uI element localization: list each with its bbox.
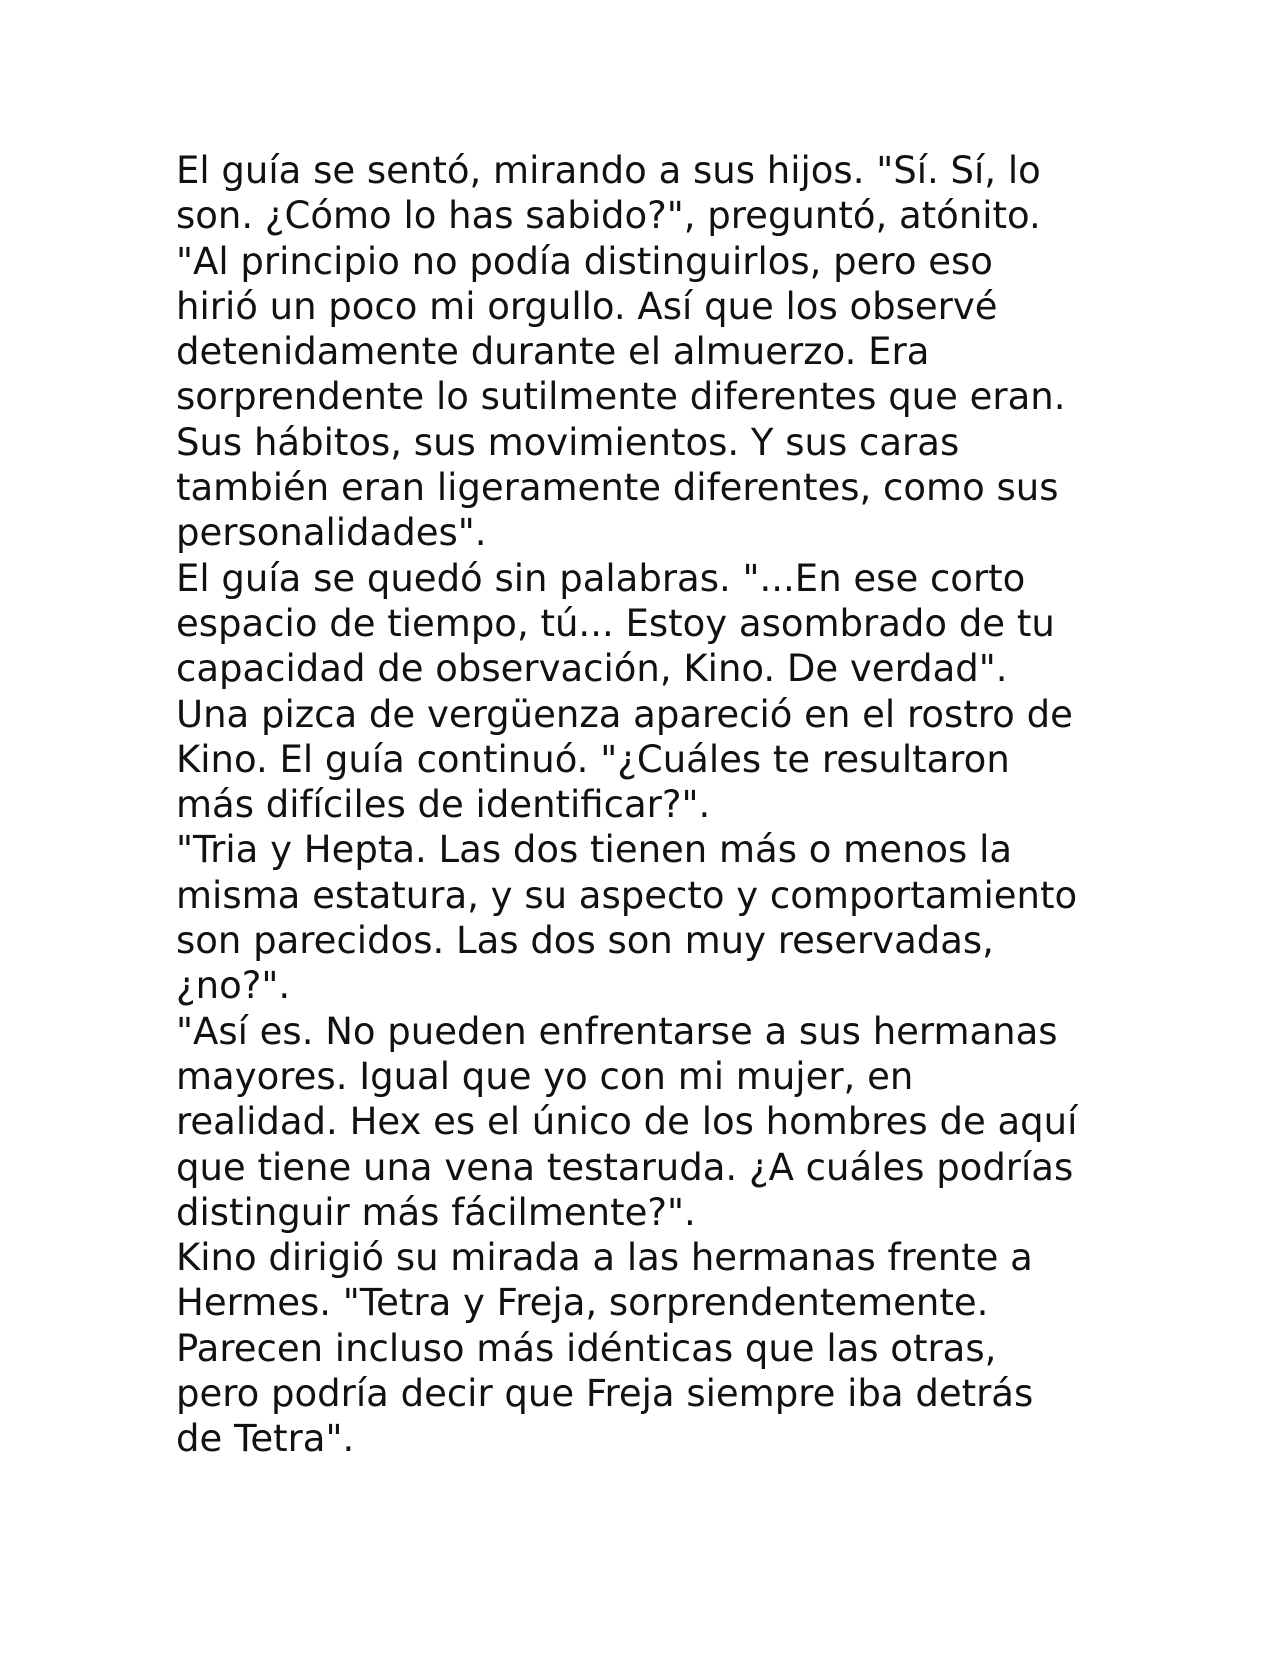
text-line: Una pizca de vergüenza apareció en el rostro de xyxy=(176,692,1073,736)
text-line: capacidad de observación, Kino. De verdad". xyxy=(176,647,1008,691)
text-line: son. ¿Cómo lo has sabido?", preguntó, atónito. xyxy=(176,194,1041,238)
text-line: Sus hábitos, sus movimientos. Y sus caras xyxy=(176,420,960,464)
text-line: detenidamente durante el almuerzo. Era xyxy=(176,330,930,374)
text-line: son parecidos. Las dos son muy reservadas, xyxy=(176,919,994,963)
text-line: más difíciles de identificar?". xyxy=(176,783,711,827)
text-line: El guía se quedó sin palabras. "...En ese corto xyxy=(176,556,1026,600)
text-line: personalidades". xyxy=(176,511,487,555)
text-line: "Así es. No pueden enfrentarse a sus hermanas xyxy=(176,1009,1058,1053)
text-line: también eran ligeramente diferentes, como sus xyxy=(176,466,1059,510)
text-line: "Tria y Hepta. Las dos tienen más o menos la xyxy=(176,828,1013,872)
text-line: "Al principio no podía distinguirlos, pero eso xyxy=(176,239,993,283)
text-line: misma estatura, y su aspecto y comportamiento xyxy=(176,873,1078,917)
text-line: pero podría decir que Freja siempre iba detrás xyxy=(176,1372,1034,1416)
text-line: El guía se sentó, mirando a sus hijos. "Sí. Sí, lo xyxy=(176,149,1041,192)
text-line: que tiene una vena testaruda. ¿A cuáles podrías xyxy=(176,1145,1074,1189)
text-line: Parecen incluso más idénticas que las otras, xyxy=(176,1326,997,1370)
text-line: distinguir más fácilmente?". xyxy=(176,1190,696,1234)
text-line: sorprendente lo sutilmente diferentes que eran. xyxy=(176,375,1066,419)
text-line: Hermes. "Tetra y Freja, sorprendentemente. xyxy=(176,1281,989,1325)
text-line: Kino. El guía continuó. "¿Cuáles te resultaron xyxy=(176,737,1010,781)
text-line: realidad. Hex es el único de los hombres de aquí xyxy=(176,1100,1078,1144)
text-line: espacio de tiempo, tú... Estoy asombrado de tu xyxy=(176,601,1055,645)
text-line: mayores. Igual que yo con mi mujer, en xyxy=(176,1054,914,1098)
document-body xyxy=(176,148,1176,1462)
text-line: de Tetra". xyxy=(176,1417,355,1461)
text-line: hirió un poco mi orgullo. Así que los observé xyxy=(176,284,998,328)
text-line: Kino dirigió su mirada a las hermanas frente a xyxy=(176,1236,1033,1280)
text-line: ¿no?". xyxy=(176,964,291,1008)
